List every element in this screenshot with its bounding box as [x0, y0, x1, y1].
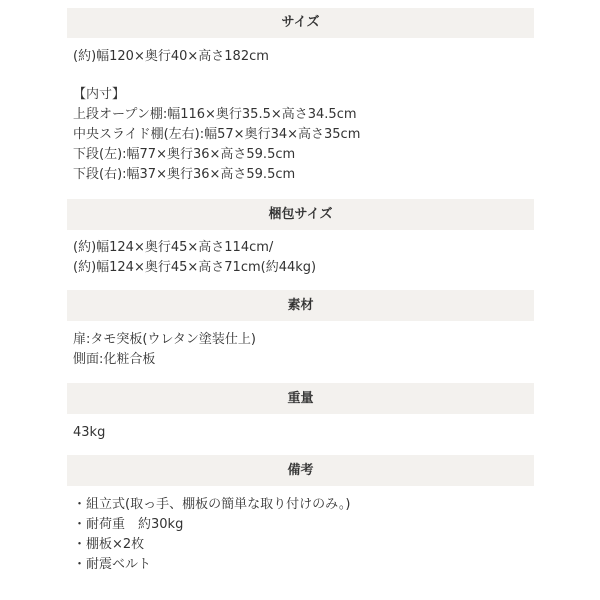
notes-section-body [73, 495, 533, 575]
size-inner-heading: 【内寸】 [73, 87, 126, 102]
notes-item-shelf-count: ・棚板×2枚 [73, 537, 145, 552]
material-side: 側面:化粧合板 [73, 352, 156, 367]
material-section-title: 素材 [287, 298, 314, 313]
size-section-body [73, 47, 533, 185]
size-section-title: サイズ [281, 15, 320, 30]
weight-value: 43kg [73, 425, 106, 440]
material-section-header [67, 290, 534, 321]
material-section-body [73, 330, 533, 370]
size-inner-lower-right: 下段(右):幅37×奥行36×高さ59.5cm [73, 167, 296, 182]
notes-item-seismic-belt: ・耐震ベルト [73, 557, 152, 572]
weight-section-body [73, 423, 533, 443]
packing-box-2: (約)幅124×奥行45×高さ71cm(約44kg) [73, 260, 317, 275]
material-door: 扉:タモ突板(ウレタン塗装仕上) [73, 332, 257, 347]
packing-section-body [73, 238, 533, 278]
weight-section-title: 重量 [287, 391, 314, 406]
notes-item-load-capacity: ・耐荷重 約30kg [73, 517, 184, 532]
notes-item-assembly: ・組立式(取っ手、棚板の簡単な取り付けのみ。) [73, 497, 351, 512]
notes-section-header [67, 455, 534, 486]
packing-section-header [67, 199, 534, 230]
notes-section-title: 備考 [287, 463, 314, 478]
packing-section-title: 梱包サイズ [268, 207, 333, 222]
size-inner-upper-shelf: 上段オープン棚:幅116×奥行35.5×高さ34.5cm [73, 107, 357, 122]
weight-section-header [67, 383, 534, 414]
packing-box-1: (約)幅124×奥行45×高さ114cm/ [73, 240, 274, 255]
size-spacer [73, 67, 533, 85]
size-overall: (約)幅120×奥行40×高さ182cm [73, 49, 269, 64]
size-inner-middle-slide-shelf: 中央スライド棚(左右):幅57×奥行34×高さ35cm [73, 127, 361, 142]
size-section-header [67, 8, 534, 38]
size-inner-lower-left: 下段(左):幅77×奥行36×高さ59.5cm [73, 147, 296, 162]
